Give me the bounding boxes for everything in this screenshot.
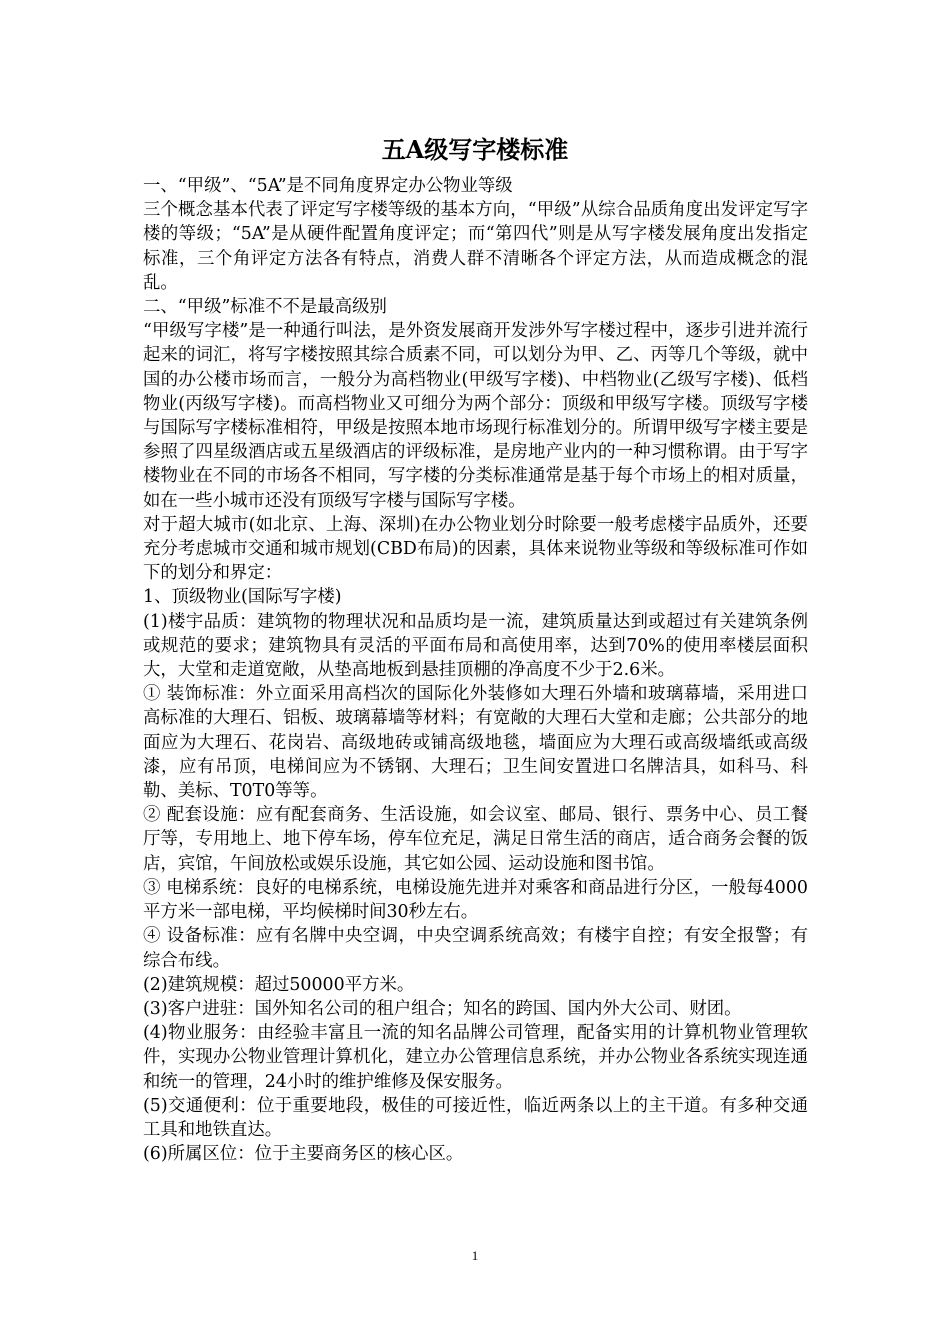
paragraph-transport: (5)交通便利：位于重要地段，极佳的可接近性，临近两条以上的主干道。有多种交通工具和地铁直达。 [143, 1095, 808, 1140]
page-number: 1 [471, 1248, 479, 1263]
paragraph-elevator-system: ③ 电梯系统：良好的电梯系统，电梯设施先进并对乘客和商品进行分区，一般每4000平方米一部电梯，平均候梯时间30秒左右。 [143, 877, 808, 923]
paragraph-location: (6)所属区位：位于主要商务区的核心区。 [143, 1144, 464, 1165]
section-heading-2: 二、“甲级”标准不不是最高级别 [143, 297, 387, 318]
document-title: 五A级写字楼标准 [381, 135, 569, 164]
paragraph-building-scale: (2)建筑规模：超过50000平方米。 [143, 974, 415, 995]
paragraph-building-quality: (1)楼宇品质：建筑物的物理状况和品质均是一流，建筑质量达到或超过有关建筑条例或规范的要求；建筑物具有灵活的平面布局和高使用率，达到70%的使用率楼层面积大，大堂和走道宽敞，从垫高地板到悬挂顶棚的净高度不少于2.6米。 [143, 611, 808, 681]
paragraph-tenants: (3)客户进驻：国外知名公司的租户组合；知名的跨国、国内外大公司、财团。 [143, 998, 742, 1019]
paragraph-intro: 三个概念基本代表了评定写字楼等级的基本方向，“甲级”从综合品质角度出发评定写字楼的等级；“5A”是从硬件配置角度评定；而“第四代”则是从写字楼发展角度出发指定标准，三个角评定方法各有特点，消费人群不清晰各个评定方法，从而造成概念的混乱。 [143, 200, 808, 293]
paragraph-property-service: (4)物业服务：由经验丰富且一流的知名品牌公司管理，配备实用的计算机物业管理软件，实现办公物业管理计算机化，建立办公管理信息系统，并办公物业各系统实现连通和统一的管理，24小时的维护维修及保安服务。 [143, 1023, 808, 1092]
paragraph-decoration-standard: ① 装饰标准：外立面采用高档次的国际化外装修如大理石外墙和玻璃幕墙，采用进口高标准的大理石、铝板、玻璃幕墙等材料；有宽敞的大理石大堂和走廊；公共部分的地面应为大理石、花岗岩、高级地砖或铺高级地毯，墙面应为大理石或高级墙纸或高级漆，应有吊顶，电梯间应为不锈钢、大理石；卫生间安置进口名牌洁具，如科马、科勒、美标、T0T0等等。 [143, 684, 808, 802]
paragraph-grade-a: “甲级写字楼”是一种通行叫法，是外资发展商开发涉外写字楼过程中，逐步引进并流行起来的词汇，将写字楼按照其综合质素不同，可以划分为甲、乙、丙等几个等级，就中国的办公楼市场而言，一般分为高档物业(甲级写字楼)、中档物业(乙级写字楼)、低档物业(丙级写字楼)。而高档物业又可细分为两个部分：顶级和甲级写字楼。顶级写字楼与国际写字楼标准相符，甲级是按照本地市场现行标准划分的。所谓甲级写字楼主要是参照了四星级酒店或五星级酒店的评级标准，是房地产业内的一种习惯称谓。由于写字楼物业在不同的市场各不相同，写字楼的分类标准通常是基于每个市场上的相对质量，如在一些小城市还没有顶级写字楼与国际写字楼。 [143, 321, 808, 511]
paragraph-megacity: 对于超大城市(如北京、上海、深圳)在办公物业划分时除要一般考虑楼宇品质外，还要充分考虑城市交通和城市规划(CBD布局)的因素，具体来说物业等级和等级标准可作如下的划分和界定： [143, 514, 808, 584]
section-heading-1: 一、“甲级”、“5A”是不同角度界定办公物业等级 [143, 176, 513, 196]
paragraph-equipment-standard: ④ 设备标准：应有名牌中央空调，中央空调系统高效；有楼宇自控；有安全报警；有综合布线。 [143, 926, 808, 971]
paragraph-facilities: ② 配套设施：应有配套商务、生活设施，如会议室、邮局、银行、票务中心、员工餐厅等，专用地上、地下停车场，停车位充足，满足日常生活的商店，适合商务会餐的饭店，宾馆，午间放松或娱乐设施，其它如公园、运动设施和图书馆。 [143, 805, 808, 874]
subsection-heading-top-grade: 1、顶级物业(国际写字楼) [143, 587, 342, 608]
document-body [143, 174, 808, 1166]
